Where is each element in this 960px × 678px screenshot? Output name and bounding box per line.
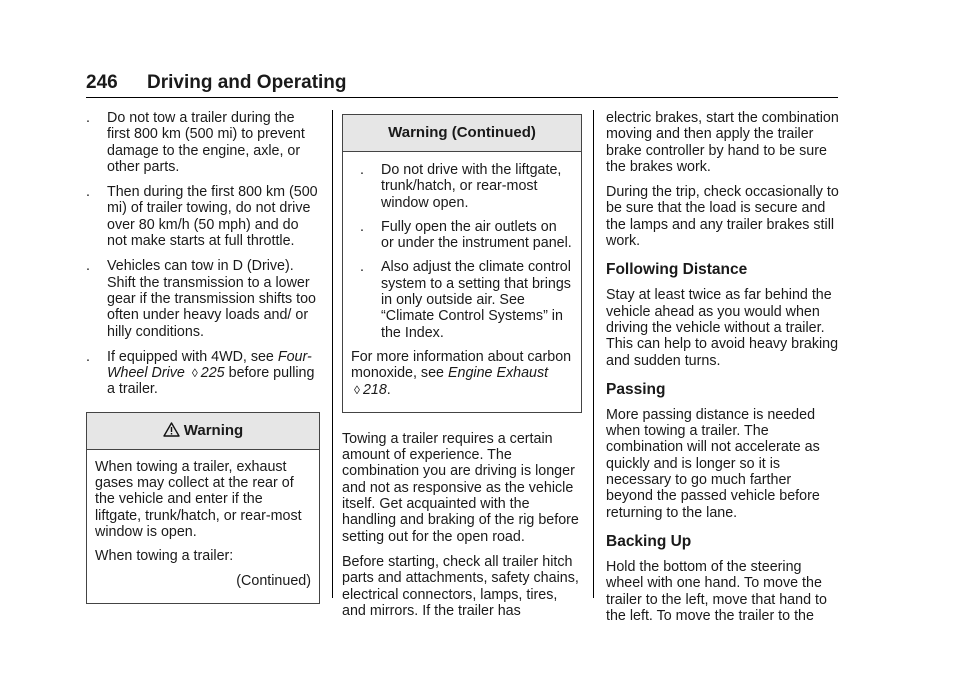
bullet-dot: .: [360, 218, 364, 235]
bullet-item: . Vehicles can tow in D (Drive). Shift the transmission to a lower gear if the transmission shifts too often under heavy loads and/ or hilly conditions.: [86, 258, 316, 340]
page-number: 246: [86, 72, 118, 93]
column-divider: [332, 110, 333, 598]
warning-box-continued: [342, 114, 582, 413]
bullet-dot: .: [360, 162, 364, 178]
warning-text: When towing a trailer:: [95, 548, 234, 565]
column-2: [342, 110, 582, 628]
cross-reference[interactable]: Four-Wheel Drive: [107, 348, 312, 382]
page-reference[interactable]: 225: [200, 365, 225, 382]
bullet-dot: .: [86, 184, 90, 201]
warning-title: Warning: [183, 421, 244, 439]
bullet-dot: .: [86, 110, 90, 126]
body-paragraph: electric brakes, start the combination moving and then apply the trailer brake controller by hand to be sure the brakes work.: [606, 110, 839, 175]
warning-header: Warning (Continued): [343, 115, 581, 152]
warning-box: [86, 412, 320, 604]
subsection-heading: Backing Up: [606, 532, 692, 550]
header-rule: [86, 97, 838, 98]
column-1: [86, 110, 320, 604]
page-reference[interactable]: 218: [362, 381, 387, 398]
warning-body: [87, 450, 319, 603]
body-paragraph: More passing distance is needed when towing a trailer. The combination will not accelerate as quickly and is longer so it is necessary to go much farther beyond the passed vehicle before returning to the lane.: [606, 406, 820, 521]
subsection-heading: Following Distance: [606, 261, 748, 279]
body-paragraph: Before starting, check all trailer hitch parts and attachments, safety chains, electrical connectors, lamps, tires, and mirrors. If the trailer has: [342, 553, 579, 619]
page-ref-arrow-icon: ◊: [191, 366, 198, 381]
bullet-item: . Do not drive with the liftgate, trunk/hatch, or rear-most window open.: [360, 162, 562, 211]
section-title: Driving and Operating: [147, 72, 347, 93]
body-paragraph: Towing a trailer requires a certain amount of experience. The combination you are driving is longer and not as responsive as the vehicle itself. Get acquainted with the handling and braking of the rig before setting out for the open road.: [342, 430, 579, 545]
bullet-item: . If equipped with 4WD, see Four-Wheel Drive ◊ 225 before pulling a trailer.: [86, 348, 315, 398]
warning-header: [87, 413, 319, 450]
bullet-item: . Fully open the air outlets on or under the instrument panel.: [360, 218, 572, 252]
page-header: [86, 70, 838, 100]
bullet-dot: .: [360, 259, 364, 276]
body-paragraph: During the trip, check occasionally to be sure that the load is secure and the lamps and any trailer brakes still work.: [606, 184, 839, 250]
warning-text: For more information about carbon monoxide, see Engine Exhaust ◊ 218.: [351, 348, 572, 398]
column-3: [606, 110, 840, 633]
bullet-item: . Then during the first 800 km (500 mi) of trailer towing, do not drive over 80 km/h (50 mph) and do not make starts at full throttle.: [86, 184, 318, 250]
bullet-item: . Do not tow a trailer during the first 800 km (500 mi) to prevent damage to the engine, axle, or other parts.: [86, 110, 305, 175]
body-paragraph: Hold the bottom of the steering wheel with one hand. To move the trailer to the left, move that hand to the left. To move the trailer to the: [606, 558, 827, 624]
body-paragraph: Stay at least twice as far behind the vehicle ahead as you would when driving the vehicle without a trailer. This can help to avoid heavy braking and sudden turns.: [606, 287, 839, 369]
warning-triangle-icon: [163, 422, 180, 437]
bullet-dot: .: [86, 348, 90, 365]
page-ref-arrow-icon: ◊: [354, 382, 360, 397]
continued-label: (Continued): [236, 572, 311, 589]
subsection-heading: Passing: [606, 380, 666, 398]
column-divider: [593, 110, 594, 598]
warning-body: [343, 152, 581, 412]
cross-reference[interactable]: Engine Exhaust: [447, 365, 549, 382]
warning-text: When towing a trailer, exhaust gases may collect at the rear of the vehicle and enter if the liftgate, trunk/hatch, or rear-most window is open.: [95, 458, 302, 540]
bullet-dot: .: [86, 258, 90, 275]
bullet-item: . Also adjust the climate control system to a setting that brings in only outside air. See “Climate Control Systems” in the Index.: [360, 259, 571, 341]
